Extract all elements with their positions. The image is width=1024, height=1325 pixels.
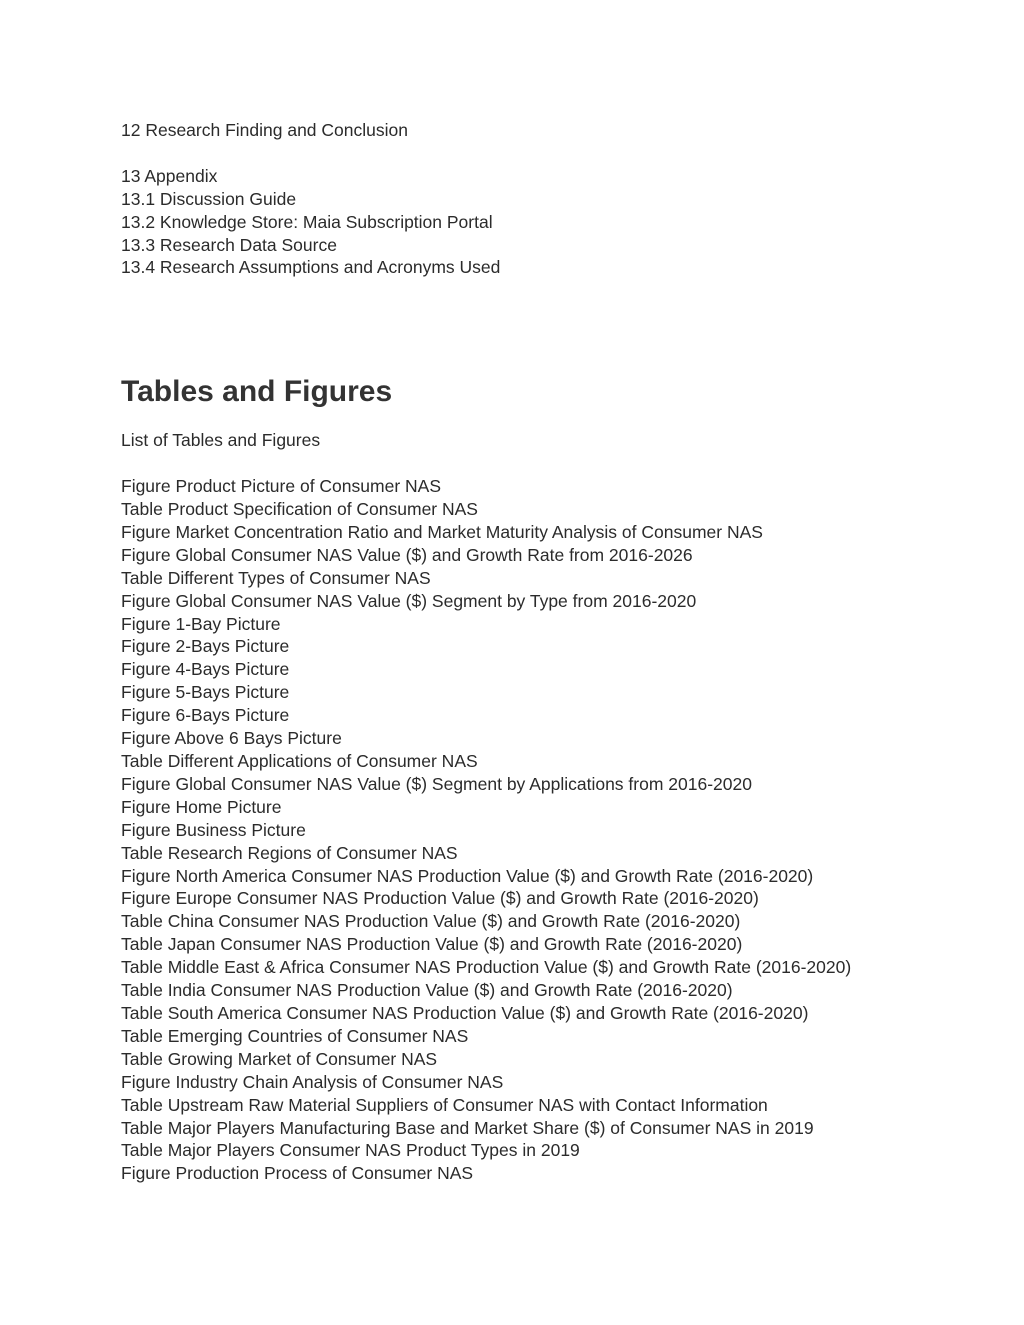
list-item: Figure Market Concentration Ratio and Market Maturity Analysis of Consumer NAS xyxy=(121,521,763,542)
tables-figures-list xyxy=(121,475,1001,1185)
list-item: Figure 2-Bays Picture xyxy=(121,636,290,657)
spacer xyxy=(121,279,1001,374)
list-item: Figure Business Picture xyxy=(121,819,306,840)
list-item: Figure 1-Bay Picture xyxy=(121,613,281,634)
list-item: Table India Consumer NAS Production Value ($) and Growth Rate (2016-2020) xyxy=(121,980,733,1001)
list-item: Figure Industry Chain Analysis of Consumer NAS xyxy=(121,1071,504,1092)
document-page xyxy=(121,119,1001,1185)
list-item: Figure Production Process of Consumer NAS xyxy=(121,1163,474,1184)
list-item: Table Growing Market of Consumer NAS xyxy=(121,1048,438,1069)
list-item: Table Emerging Countries of Consumer NAS xyxy=(121,1025,469,1046)
spacer xyxy=(121,142,1001,165)
list-item: Figure Global Consumer NAS Value ($) Segment by Type from 2016-2020 xyxy=(121,590,697,611)
spacer xyxy=(121,452,1001,475)
list-item: Table Major Players Manufacturing Base and Market Share ($) of Consumer NAS in 2019 xyxy=(121,1117,814,1138)
list-item: Table Middle East & Africa Consumer NAS Production Value ($) and Growth Rate (2016-2020) xyxy=(121,957,852,978)
list-item: Table Major Players Consumer NAS Product Types in 2019 xyxy=(121,1140,580,1161)
list-item: Figure 6-Bays Picture xyxy=(121,705,290,726)
list-item: Figure Europe Consumer NAS Production Value ($) and Growth Rate (2016-2020) xyxy=(121,888,759,909)
toc-item-13-2: 13.2 Knowledge Store: Maia Subscription Portal xyxy=(121,211,493,232)
toc-item-13-4: 13.4 Research Assumptions and Acronyms Used xyxy=(121,257,501,278)
list-item: Table South America Consumer NAS Production Value ($) and Growth Rate (2016-2020) xyxy=(121,1002,809,1023)
list-item: Table Upstream Raw Material Suppliers of Consumer NAS with Contact Information xyxy=(121,1094,768,1115)
list-item: Figure Global Consumer NAS Value ($) Segment by Applications from 2016-2020 xyxy=(121,773,752,794)
list-item: Figure North America Consumer NAS Production Value ($) and Growth Rate (2016-2020) xyxy=(121,865,814,886)
list-item: Figure 5-Bays Picture xyxy=(121,682,290,703)
list-item: Figure Product Picture of Consumer NAS xyxy=(121,476,441,497)
list-item: Table Different Applications of Consumer NAS xyxy=(121,751,478,771)
list-item: Figure Above 6 Bays Picture xyxy=(121,728,342,749)
list-item: Table Research Regions of Consumer NAS xyxy=(121,842,458,863)
list-item: Figure Global Consumer NAS Value ($) and Growth Rate from 2016-2026 xyxy=(121,544,693,565)
list-subtitle: List of Tables and Figures xyxy=(121,430,321,451)
toc-item-12: 12 Research Finding and Conclusion xyxy=(121,120,408,140)
section-heading: Tables and Figures xyxy=(121,375,393,409)
list-item: Table Japan Consumer NAS Production Value ($) and Growth Rate (2016-2020) xyxy=(121,934,743,955)
toc-item-13-1: 13.1 Discussion Guide xyxy=(121,188,297,209)
list-item: Table Product Specification of Consumer NAS xyxy=(121,499,478,520)
toc-item-13: 13 Appendix xyxy=(121,165,218,186)
toc-item-13-3: 13.3 Research Data Source xyxy=(121,234,337,255)
spacer xyxy=(121,410,1001,429)
list-item: Figure 4-Bays Picture xyxy=(121,659,290,680)
list-item: Table Different Types of Consumer NAS xyxy=(121,567,431,588)
list-item: Figure Home Picture xyxy=(121,796,282,817)
list-item: Table China Consumer NAS Production Value ($) and Growth Rate (2016-2020) xyxy=(121,911,741,932)
